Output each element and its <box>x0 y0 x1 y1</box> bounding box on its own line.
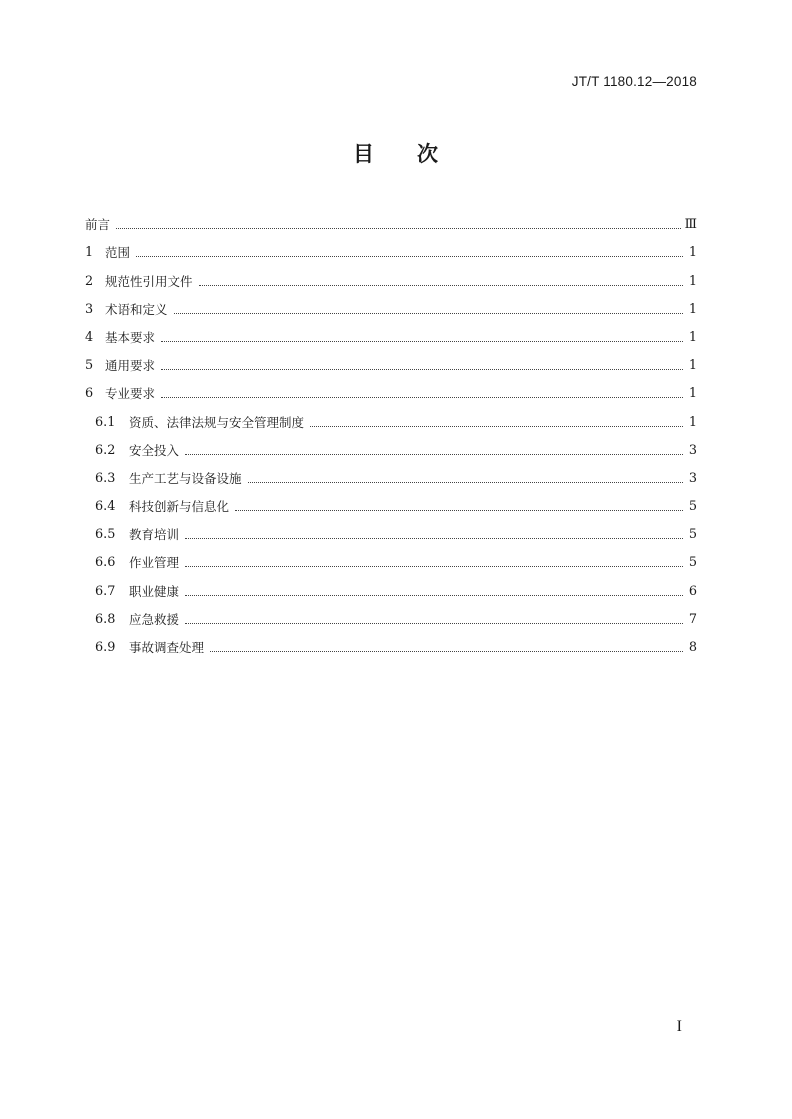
toc-entry-page: 1 <box>688 358 697 374</box>
toc-entry-label: 科技创新与信息化 <box>129 499 230 515</box>
toc-entry[interactable] <box>85 374 697 402</box>
toc-dot-leader <box>210 650 683 652</box>
toc-entry-label: 范围 <box>105 245 131 261</box>
toc-dot-leader <box>199 284 683 286</box>
toc-entry-number: 6.7 <box>95 583 116 599</box>
toc-entry-page: 1 <box>688 386 697 402</box>
toc-entry-label: 资质、法律法规与安全管理制度 <box>129 414 305 430</box>
toc-dot-leader <box>161 396 683 398</box>
toc-entry-number: 4 <box>85 329 94 345</box>
toc-entry[interactable] <box>85 431 697 459</box>
toc-entry-page: 5 <box>688 527 697 543</box>
toc-entry-label: 职业健康 <box>129 583 180 599</box>
toc-entry-number: 3 <box>85 301 94 317</box>
toc-entry-label: 生产工艺与设备设施 <box>129 470 242 486</box>
toc-entry-page: 7 <box>688 611 697 627</box>
toc-entry[interactable] <box>85 487 697 515</box>
toc-entry-label: 安全投入 <box>129 442 180 458</box>
toc-entry-page: 6 <box>688 583 697 599</box>
toc-entry[interactable] <box>85 261 697 289</box>
toc-entry-page: 1 <box>688 245 697 261</box>
toc-title-char-1: 目 <box>353 142 375 166</box>
toc-entry-page: 1 <box>688 301 697 317</box>
document-code: JT/T 1180.12—2018 <box>571 74 697 89</box>
toc-dot-leader <box>185 594 683 596</box>
toc-entry-page: 5 <box>688 499 697 515</box>
toc-entry[interactable] <box>85 543 697 571</box>
toc-entry-label: 通用要求 <box>105 358 156 374</box>
toc-title-char-2: 次 <box>417 142 439 166</box>
toc-dot-leader <box>161 368 683 370</box>
toc-entry-number: 6.2 <box>95 442 116 458</box>
toc-entry[interactable] <box>85 318 697 346</box>
toc-entry-label: 教育培训 <box>129 527 180 543</box>
toc-dot-leader <box>248 481 683 483</box>
toc-entry-page: 1 <box>688 414 697 430</box>
toc-dot-leader <box>185 565 683 567</box>
toc-entry-number: 1 <box>85 245 94 261</box>
toc-dot-leader <box>185 622 683 624</box>
toc-entry[interactable] <box>85 346 697 374</box>
toc-entry-number: 6.3 <box>95 470 116 486</box>
toc-entry-number: 5 <box>85 358 94 374</box>
toc-dot-leader <box>161 340 683 342</box>
toc-entry-label: 作业管理 <box>129 555 180 571</box>
toc-entry-page: 5 <box>688 555 697 571</box>
toc-entry[interactable] <box>85 233 697 261</box>
toc-entry-number: 6.4 <box>95 499 116 515</box>
toc-entry-page: 3 <box>688 470 697 486</box>
toc-entry-page: Ⅲ <box>684 217 697 233</box>
toc-entry-number: 6.8 <box>95 611 116 627</box>
toc-entry[interactable] <box>85 571 697 599</box>
toc-dot-leader <box>310 425 683 427</box>
toc-entry[interactable] <box>85 628 697 656</box>
toc-entry-number: 2 <box>85 273 94 289</box>
toc-entry-page: 3 <box>688 442 697 458</box>
toc-entry[interactable] <box>85 459 697 487</box>
toc-entry-label: 前言 <box>85 217 111 233</box>
toc-entry-label: 事故调查处理 <box>129 640 205 655</box>
toc-entry-number: 6 <box>85 386 94 402</box>
toc-dot-leader <box>185 453 683 455</box>
toc-entry-label: 专业要求 <box>105 386 156 402</box>
toc-entry-page: 1 <box>688 273 697 289</box>
toc-dot-leader <box>185 537 683 539</box>
toc-dot-leader <box>235 509 683 511</box>
toc-entry-number: 6.6 <box>95 555 116 571</box>
toc-entry[interactable] <box>85 600 697 628</box>
toc-entry-page: 8 <box>688 640 697 655</box>
toc-title <box>0 138 792 168</box>
toc-entry[interactable] <box>85 205 697 233</box>
toc-entry-label: 应急救援 <box>129 611 180 627</box>
toc-entry-number: 6.1 <box>95 414 116 430</box>
page-number: I <box>676 1018 682 1035</box>
toc-entry-page: 1 <box>688 329 697 345</box>
toc-entry-number: 6.9 <box>95 640 116 655</box>
table-of-contents <box>85 205 697 656</box>
toc-entry[interactable] <box>85 290 697 318</box>
toc-entry[interactable] <box>85 515 697 543</box>
toc-entry[interactable] <box>85 402 697 430</box>
toc-dot-leader <box>174 312 683 314</box>
toc-entry-label: 规范性引用文件 <box>105 273 193 289</box>
toc-entry-number: 6.5 <box>95 527 116 543</box>
toc-dot-leader <box>116 227 681 229</box>
toc-entry-label: 基本要求 <box>105 329 156 345</box>
toc-dot-leader <box>136 255 683 257</box>
toc-entry-label: 术语和定义 <box>105 301 168 317</box>
